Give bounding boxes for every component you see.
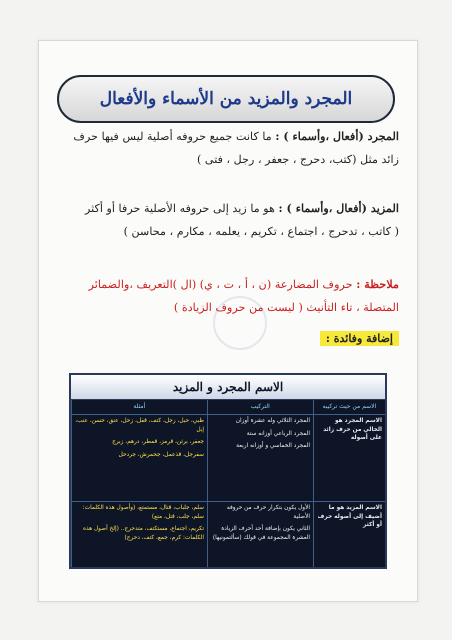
document-page <box>38 40 418 602</box>
table-header-row <box>71 400 385 415</box>
table-row <box>71 502 385 569</box>
table-cell-types <box>207 502 313 569</box>
table-cell-examples <box>71 415 207 501</box>
example-item: تكريم، اجتماع، مستكتف، متدحرج.. (إلخ أصول هذه الكلمات: كرم، جمع، كتف، دحرج) <box>82 526 204 541</box>
type-item: الأول يكون بتكرار حرف من حروفه الأصلية <box>226 505 310 520</box>
mazid-examples: ( كاتب ، تدحرج ، اجتماع ، تكريم ، يعلمه ، مكارم ، محاسن ) <box>123 225 399 238</box>
note-paragraph <box>59 273 399 319</box>
table-row <box>71 415 385 502</box>
table-cell-definition: الاسم المزيد هو ما أضيف إلى أصوله حرف أو أكثر <box>313 502 385 569</box>
mazid-label: المزيد (أفعال ،وأسماء ) : <box>278 201 399 215</box>
title-banner <box>57 75 395 123</box>
example-item: جعفر، برثن، قرمز، قمطر، درهم، زبرج <box>112 439 204 446</box>
mujarrad-examples: زائد مثل (كتب، دحرج ، جعفر ، رجل ، فتى ) <box>196 153 399 166</box>
example-item: سفرجل، قذعمل، جحمرش، جردحل <box>118 451 204 458</box>
table-header-cell: أمثلة <box>71 400 207 414</box>
addition-highlight: إضافة وفائدة : <box>320 331 399 346</box>
table-cell-definition: الاسم المجرد هو الخالي من حرف زائد على أصوله <box>313 415 385 501</box>
type-item: المجرد الثلاثي وله عشرة أوزان <box>235 418 310 424</box>
table-title: الاسم المجرد و المزيد <box>172 380 284 394</box>
example-item: ظبي، حبل، رجل، كتف، قفل، زحل، عنق، حسن، عنب، إبل <box>75 418 204 433</box>
note-text: حروف المضارعة (ن ، أ ، ت ، ي) (ال )التعريف ،والضمائر <box>88 278 353 291</box>
example-item: سلم، جلباب، قتال، مستمتع، (وأصول هذه الكلمات: سلم، جلب، قتل، متع) <box>82 505 204 520</box>
type-item: المجرد الرباعي أوزانه ستة <box>246 430 310 437</box>
page-title: المجرد والمزيد من الأسماء والأفعال <box>99 89 353 109</box>
mujarrad-definition: ما كانت جميع حروفه أصلية ليس فيها حرف <box>73 130 272 143</box>
note-label: ملاحظة : <box>356 277 399 291</box>
table-header-cell: الاسم من حيث تركيبه <box>313 400 385 414</box>
mujarrad-paragraph <box>59 125 399 171</box>
noun-table <box>69 373 387 569</box>
mazid-definition: هو ما زيد إلى حروفه الأصلية حرفا أو أكثر <box>84 202 275 215</box>
table-cell-examples <box>71 502 207 569</box>
type-item: الثاني يكون بإضافة أحد أحرف الزيادة العشرة المجموعة في قولك (سألتمونيها) <box>212 526 310 541</box>
type-item: المجرد الخماسي و أوزانه اربعة <box>236 443 310 450</box>
table-cell-types <box>207 415 313 501</box>
table-header-cell: التركيب <box>207 400 313 414</box>
mazid-paragraph <box>59 197 399 243</box>
mujarrad-label: المجرد (أفعال ،وأسماء ) : <box>275 129 399 143</box>
note-text-2: المتصلة ، تاء التأنيث ( ليست من حروف الزيادة ) <box>173 301 399 314</box>
table-title-bar <box>71 375 385 400</box>
